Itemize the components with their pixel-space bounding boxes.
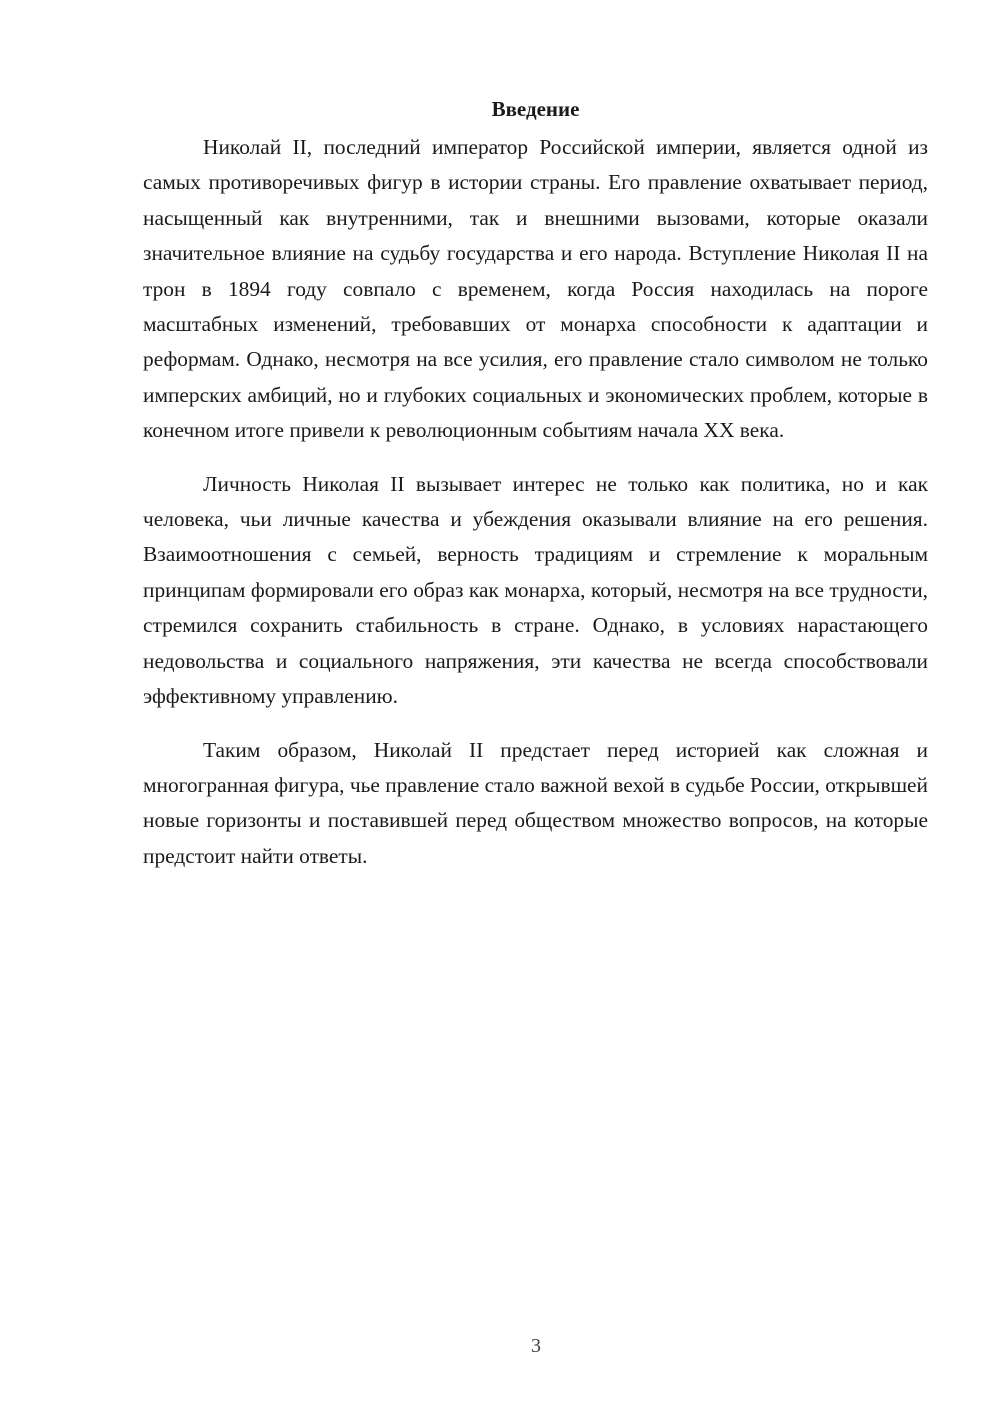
paragraph-3: Таким образом, Николай II предстает перед историей как сложная и многогранная фигура, чье правление стало важной вехой в судьбе России, открывшей новые горизонты и поставившей перед обществом множество вопросов, на которые предстоит найти ответы.: [143, 737, 928, 868]
section-title: Введение: [491, 97, 580, 121]
paragraph-2: Личность Николая II вызывает интерес не только как политика, но и как человека, чьи личные качества и убеждения оказывали влияние на его решения. Взаимоотношения с семьей, верность традициям и стремление к моральным принципам формировали его образ как монарха, который, несмотря на все трудности, стремился сохранить стабильность в стране. Однако, в условиях нарастающего недовольства и социального напряжения, эти качества не всегда способствовали эффективному управлению.: [143, 471, 928, 709]
page-number: 3: [531, 1335, 541, 1357]
paragraph-1: Николай II, последний император Российской империи, является одной из самых противоречивых фигур в истории страны. Его правление охватывает период, насыщенный как внутренними, так и внешними вызовами, которые оказали значительное влияние на судьбу государства и его народа. Вступление Николая II на трон в 1894 году совпало с временем, когда Россия находилась на пороге масштабных изменений, требовавших от монарха способности к адаптации и реформам. Однако, несмотря на все усилия, его правление стало символом не только имперских амбиций, но и глубоких социальных и экономических проблем, которые в конечном итоге привели к революционным событиям начала XX века.: [143, 135, 928, 443]
page-content: [143, 92, 928, 874]
